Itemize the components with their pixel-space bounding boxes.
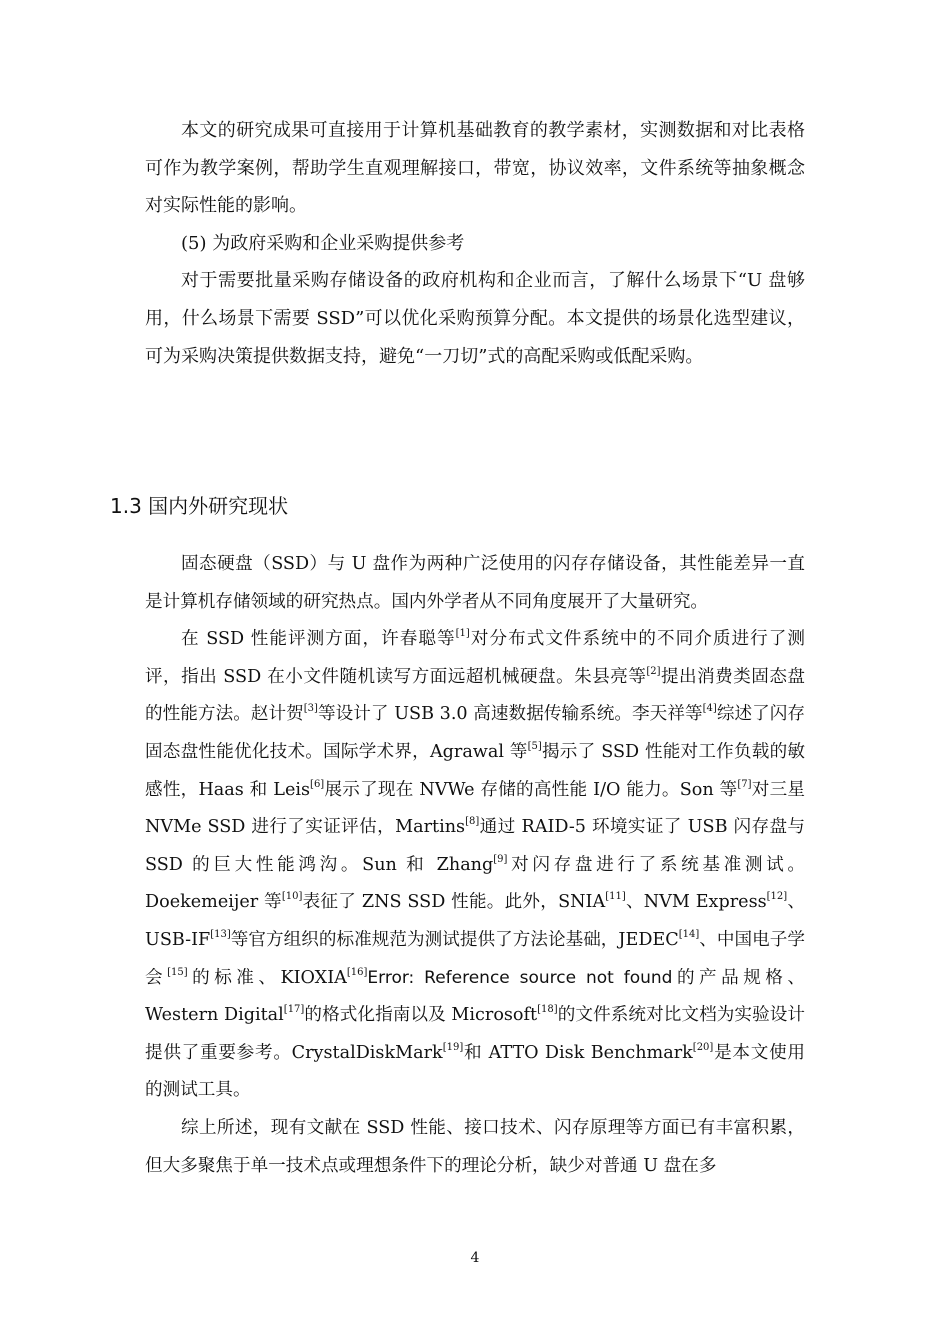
citation: [16] (346, 966, 368, 978)
text-span: 对分布式文件系统中的不同介质进行了测评，指出 SSD 在小文件随机读写方面远超机械硬盘。朱县亮等 (145, 629, 805, 687)
citation: [17] (283, 1004, 305, 1016)
text-span: 的产品规格、Western Digital (145, 967, 805, 1026)
paragraph-intro: 固态硬盘（SSD）与 U 盘作为两种广泛使用的闪存存储设备，其性能差异一直是计算机存储领域的研究热点。国内外学者从不同角度展开了大量研究。 (145, 554, 805, 612)
body-text-section (145, 546, 805, 1185)
text-span: 是本文使用的测试工具。 (145, 1042, 805, 1101)
citation: [4] (702, 703, 717, 715)
item-5-heading: (5) 为政府采购和企业采购提供参考 (181, 232, 465, 254)
text-span: 的文件系统对比文档为实验设计提供了重要参考。CrystalDiskMark (145, 1005, 806, 1063)
paragraph-summary: 综上所述，现有文献在 SSD 性能、接口技术、闪存原理等方面已有丰富积累，但大多聚焦于单一技术点或理想条件下的理论分析，缺少对普通 U 盘在多 (145, 1117, 805, 1176)
text-span: 对闪存盘进行了系统基准测试。Doekemeijer 等 (145, 854, 805, 913)
text-span: 、中国电子学会 (145, 929, 805, 988)
citation: [10] (281, 891, 303, 903)
citation: [12] (766, 891, 788, 903)
text-span: 在 SSD 性能评测方面，许春聪等 (181, 629, 456, 650)
citation: [9] (493, 853, 508, 865)
text-span: 、USB-IF (145, 892, 805, 950)
citation: [2] (646, 665, 661, 677)
text-span: 等官方组织的标准规范为测试提供了方法论基础，JEDEC (230, 929, 679, 950)
citation: [14] (678, 928, 700, 940)
text-span: 通过 RAID-5 环境实证了 USB 闪存盘与 SSD 的巨大性能鸿沟。Sun 和 Zhang (145, 817, 805, 875)
citation: [7] (737, 778, 752, 790)
citation: [20] (692, 1041, 714, 1053)
text-span: 和 ATTO Disk Benchmark (463, 1042, 693, 1063)
text-span: 的标准、KIOXIA (187, 967, 347, 988)
citation: [18] (537, 1004, 558, 1016)
paragraph-review (145, 621, 805, 1110)
citation: [3] (303, 703, 318, 715)
page-number: 4 (470, 1250, 480, 1266)
reference-error: Error: Reference source not found (367, 967, 673, 988)
text-span: 的格式化指南以及 Microsoft (304, 1005, 538, 1026)
citation: [15] (167, 966, 188, 978)
text-span: 综述了闪存固态盘性能优化技术。国际学术界，Agrawal 等 (145, 704, 805, 762)
text-span: 表征了 ZNS SSD 性能。此外，SNIA (302, 892, 606, 913)
text-span: 揭示了 SSD 性能对工作负载的敏感性，Haas 和 Leis (145, 741, 806, 800)
citation: [19] (442, 1041, 464, 1053)
citation: [11] (605, 891, 626, 903)
citation: [13] (210, 928, 231, 940)
body-text-top (145, 112, 805, 375)
paragraph-procurement: 对于需要批量采购存储设备的政府机构和企业而言，了解什么场景下“U 盘够用，什么场景下需要 SSD”可以优化采购预算分配。本文提供的场景化选型建议，可为采购决策提供数据支持，避免“一刀切”式的高配采购或低配采购。 (145, 270, 805, 367)
citation: [5] (527, 740, 542, 752)
text-span: 、NVM Express (625, 892, 767, 913)
paragraph-teaching-value: 本文的研究成果可直接用于计算机基础教育的教学素材，实测数据和对比表格可作为教学案例，帮助学生直观理解接口，带宽，协议效率，文件系统等抽象概念对实际性能的影响。 (145, 120, 805, 217)
citation: [1] (455, 628, 470, 640)
citation: [8] (465, 816, 480, 828)
text-span: 对三星 NVMe SSD 进行了实证评估，Martins (145, 779, 805, 838)
text-span: 等设计了 USB 3.0 高速数据传输系统。李天祥等 (317, 704, 703, 725)
citation: [6] (310, 778, 325, 790)
section-heading: 1.3 国内外研究现状 (110, 494, 289, 518)
text-span: 提出消费类固态盘的性能方法。赵计贺 (145, 666, 805, 725)
text-span: 展示了现在 NVWe 存储的高性能 I/O 能力。Son 等 (324, 779, 738, 800)
